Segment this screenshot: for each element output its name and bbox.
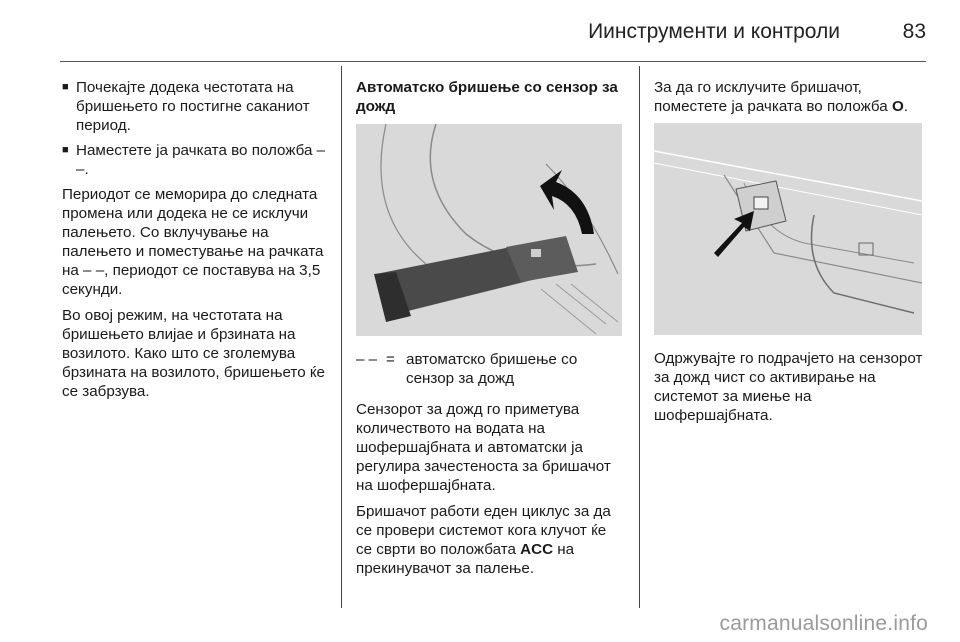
column-3 [654,78,926,432]
legend-definition: автоматско бришење со сензор за дожд [406,351,578,387]
bullet-text: Почекајте додека честотата на бришењето го постигне саканиот период. [76,79,310,134]
column-1 [62,78,330,408]
paragraph-text: За да го исклучите бришачот, поместете ја рачката во положба [654,79,892,115]
paragraph-text: на прекинувачот за палење. [356,541,575,577]
section-title: Иинструменти и контроли [588,20,840,43]
off-position-symbol: O [891,98,904,115]
paragraph: Сензорот за дожд го приметува количеството на водата на шофершајбната и автоматски ја регулира зачестеноста за бришачот на шофершајбната. [356,401,611,494]
list-item [62,78,330,135]
watermark: carmanualsonline.info [719,612,928,635]
column-2 [356,78,626,585]
paragraph [654,78,926,116]
section-heading: Автоматско бришење со сензор за дожд [356,79,618,115]
paragraph: Одржувајте го подрачјето на сензорот за дожд чист со активирање на системот за миење на шофершајбната. [654,350,923,424]
rain-sensor-figure [654,123,922,335]
paragraph: Во овој режим, на честотата на бришењето влијае и брзината на возилото. Како што се зголемува брзината на возилото, бришењето ќе се забрзува. [62,307,325,400]
bullet-marker: ■ [62,144,69,156]
legend-equals: = [386,351,395,368]
column-divider-2 [639,66,640,608]
legend-symbol: ‒ ‒ [356,351,378,368]
paragraph-text: Бришачот работи еден циклус за да се провери системот кога клучот ќе се сврти во положбата [356,503,611,558]
page-number: 83 [902,20,926,43]
header-divider [60,61,926,62]
legend-row [356,350,626,388]
wiper-lever-figure [356,124,622,336]
column-divider-1 [341,66,342,608]
paragraph [356,502,626,578]
bullet-marker: ■ [62,81,69,93]
list-item [62,141,330,179]
bullet-text: Наместете ја рачката во положба ‒ ‒. [76,142,326,178]
ignition-position-label: ACC [520,541,554,558]
paragraph: Периодот се меморира до следната промена или додека не се исклучи палењето. Со вклучување на палењето и поместување на рачката на ‒ ‒, периодот се поставува на 3,5 секунди. [62,186,324,298]
paragraph-text: . [903,98,909,115]
